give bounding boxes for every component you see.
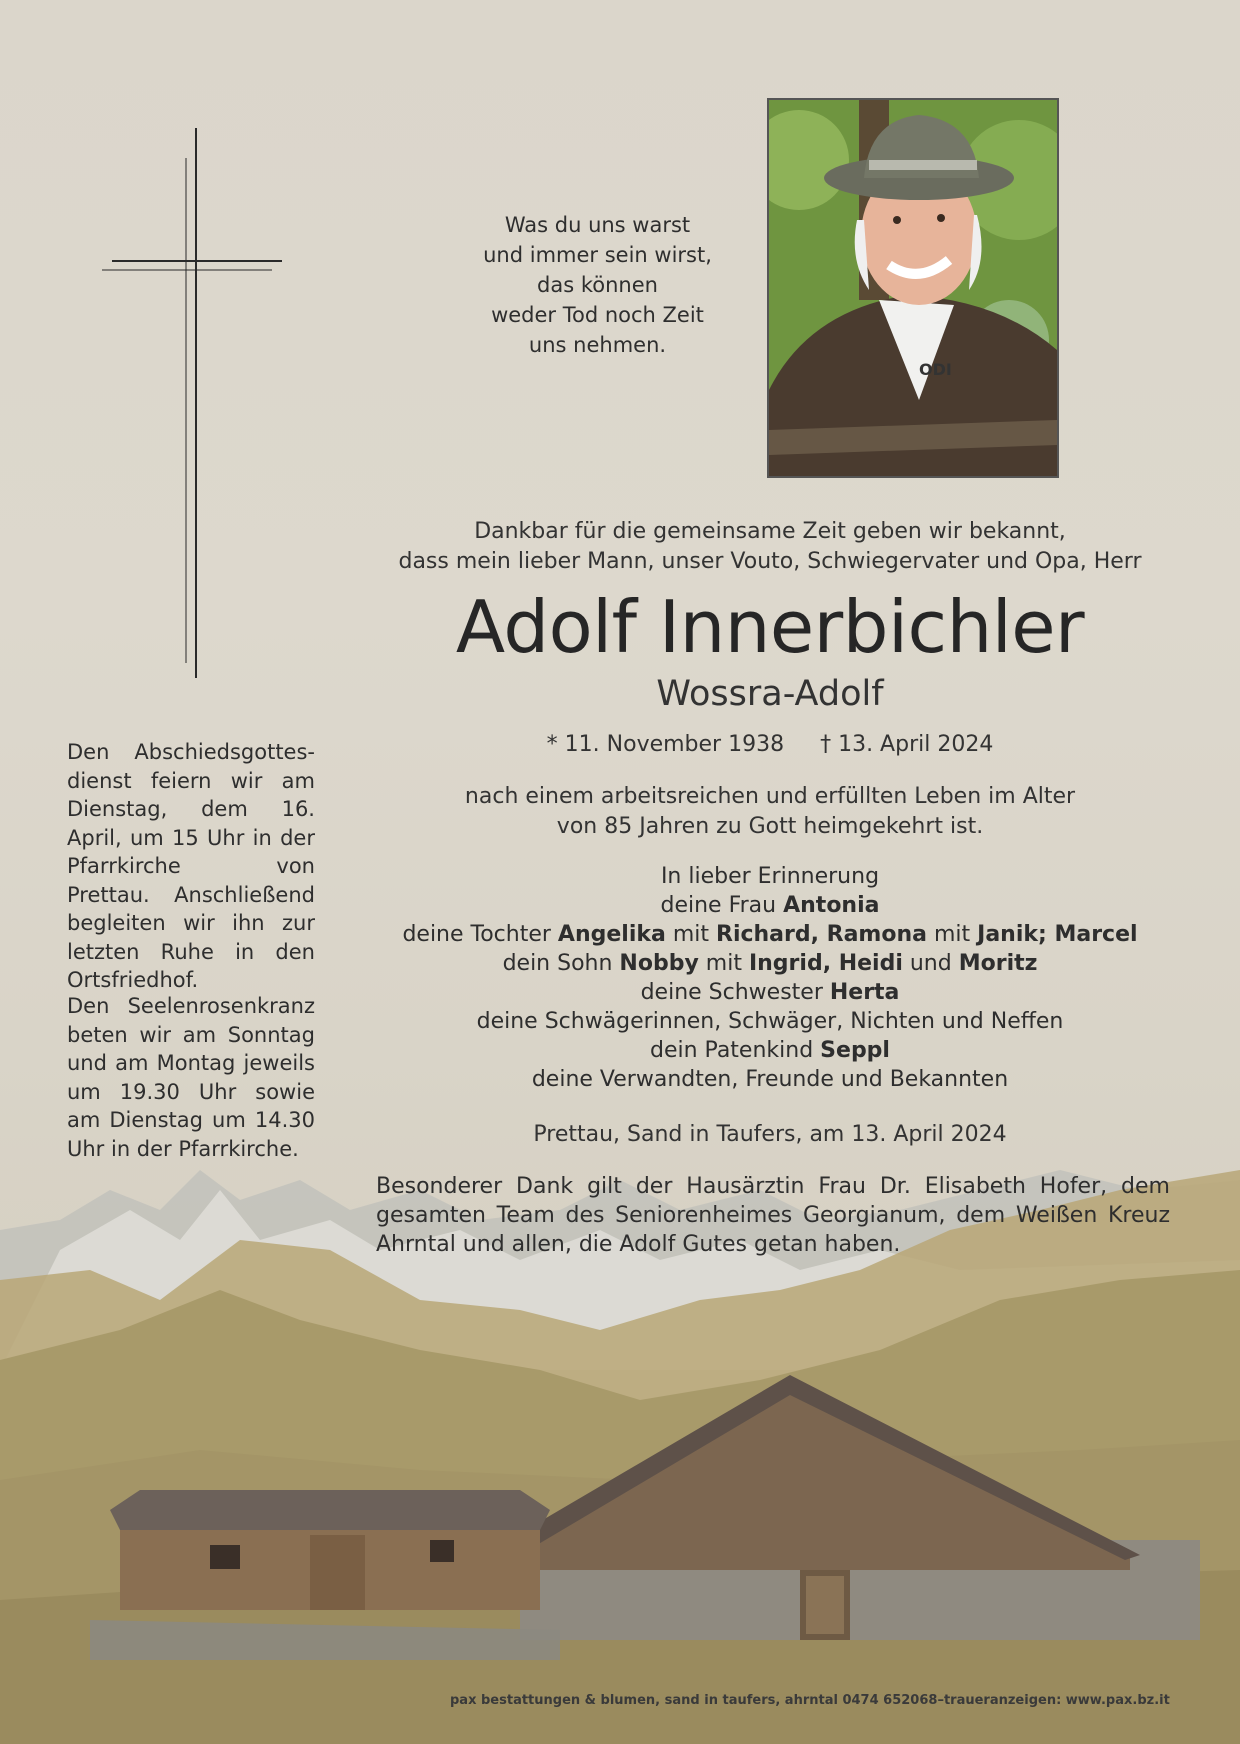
portrait-photo: [767, 98, 1059, 478]
thanks-paragraph: Besonderer Dank gilt der Hausärztin Frau Dr. Elisabeth Hofer, dem gesamten Team des Seniorenheimes Georgianum, dem Weißen Kreuz Ahrntal und allen, die Adolf Gutes getan haben.: [376, 1174, 1170, 1257]
mourner-wife: [390, 891, 1150, 920]
deceased-name: Adolf Innerbichler: [455, 585, 1085, 669]
mourner-label: mit: [665, 922, 716, 947]
birth-date: * 11. November 1938: [546, 732, 785, 757]
age-statement: [390, 782, 1150, 842]
mourner-sister: [390, 978, 1150, 1007]
shirt-text: ODI: [919, 360, 952, 379]
quote-line: Was du uns warst: [504, 213, 691, 237]
mourner-godchild: [390, 1036, 1150, 1065]
mourner-label: und: [902, 951, 959, 976]
mourner-label: deine Tochter: [402, 922, 558, 947]
mourner-name: Ingrid, Heidi: [748, 951, 903, 976]
mourner-name: Seppl: [820, 1038, 890, 1063]
mourner-name: Moritz: [958, 951, 1038, 976]
life-dates: [390, 730, 1150, 760]
cross-icon: [100, 128, 290, 688]
mourner-name: Antonia: [783, 893, 880, 918]
mourner-name: Herta: [829, 980, 900, 1005]
memorial-quote: [460, 210, 735, 360]
mourner-label: mit: [698, 951, 749, 976]
rosary-info: Den Seelenrosenkranz beten wir am Sonntag und am Montag jeweils um 19.30 Uhr sowie am Dienstag um 14.30 Uhr in der Pfarrkirche.: [67, 994, 315, 1161]
deceased-nickname: Wossra-Adolf: [656, 674, 884, 714]
mourner-name: Janik; Marcel: [977, 922, 1138, 947]
quote-line: weder Tod noch Zeit: [491, 303, 704, 327]
mourner-label: deine Frau: [660, 893, 784, 918]
mourner-name: Nobby: [619, 951, 699, 976]
mourner-relatives: deine Verwandten, Freunde und Bekannten: [531, 1067, 1009, 1092]
age-line-1: nach einem arbeitsreichen und erfüllten Leben im Alter: [464, 784, 1076, 809]
mourner-label: deine Schwester: [640, 980, 830, 1005]
intro-line-2: dass mein lieber Mann, unser Vouto, Schwiegervater und Opa, Herr: [398, 549, 1142, 574]
footer-undertaker: pax bestattungen & blumen, sand in taufers, ahrntal 0474 652068–traueranzeigen: www.pax.bz.it: [450, 1693, 1170, 1708]
mourner-label: dein Patenkind: [650, 1038, 821, 1063]
death-date: † 13. April 2024: [820, 732, 994, 757]
announcement-intro: [390, 517, 1150, 577]
mourner-name: Angelika: [557, 922, 666, 947]
age-line-2: von 85 Jahren zu Gott heimgekehrt ist.: [556, 814, 984, 839]
mourner-inlaws: deine Schwägerinnen, Schwäger, Nichten und Neffen: [476, 1009, 1064, 1034]
place-date: Prettau, Sand in Taufers, am 13. April 2024: [533, 1122, 1007, 1147]
mourner-son: [390, 949, 1150, 978]
mourner-label: mit: [926, 922, 978, 947]
mourner-label: dein Sohn: [502, 951, 620, 976]
mourner-name: Richard, Ramona: [716, 922, 927, 947]
mourners-list: [390, 862, 1150, 1094]
funeral-info: Den Abschiedsgottes-dienst feiern wir am Dienstag, dem 16. April, um 15 Uhr in der Pfarrkirche von Prettau. Anschließend begleiten wir ihn zur letzten Ruhe in den Ortsfriedhof.: [67, 740, 315, 992]
mourner-daughter: [390, 920, 1150, 949]
quote-line: das können: [537, 273, 658, 297]
intro-line-1: Dankbar für die gemeinsame Zeit geben wir bekannt,: [474, 519, 1066, 544]
quote-line: und immer sein wirst,: [483, 243, 712, 267]
quote-line: uns nehmen.: [528, 333, 667, 357]
mourners-heading: In lieber Erinnerung: [660, 864, 880, 889]
